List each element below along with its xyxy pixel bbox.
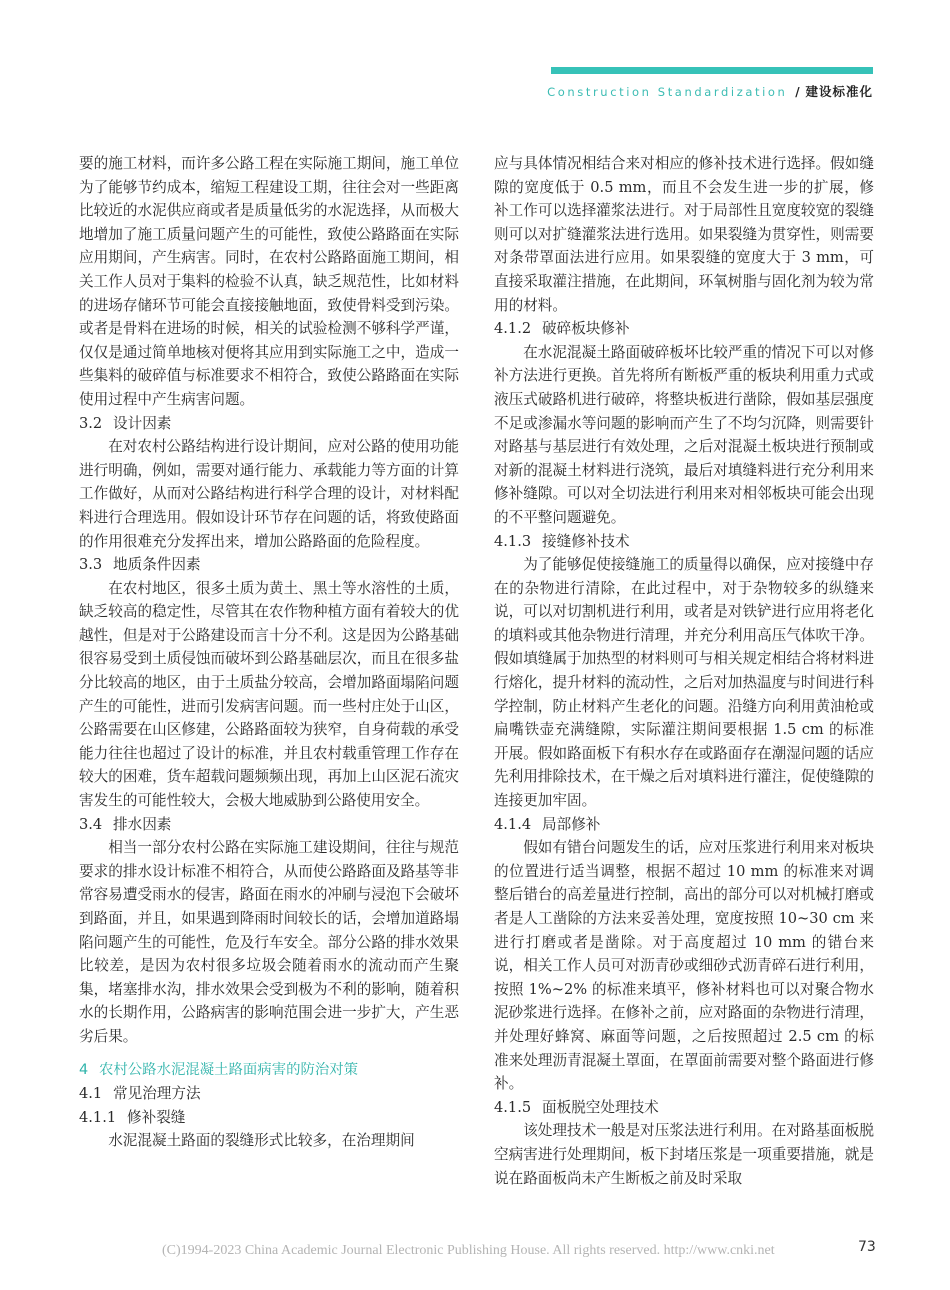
- heading-number: 3.2: [79, 414, 103, 432]
- paragraph: 在农村地区，很多土质为黄土、黑土等水溶性的土质，缺乏较高的稳定性，尽管其在农作物种植方面有着较大的优越性，但是对于公路建设而言十分不利。这是因为公路基础很容易受到土质侵蚀而破坏到公路基础层次，而且在很多盐分比较高的地区，由于土质盐分较高，会增加路面塌陷问题产生的可能性，进而引发病害问题。而一些村庄处于山区，公路需要在山区修建，公路路面较为狭窄，自身荷载的承受能力往往也超过了设计的标准，并且农村载重管理工作存在较大的困难，货车超载问题频频出现，再加上山区泥石流灾害发生的可能性较大，会极大地威胁到公路使用安全。: [79, 579, 459, 810]
- heading-number: 4.1.5: [494, 1098, 532, 1116]
- paragraph: 在水泥混凝土路面破碎板坏比较严重的情况下可以对修补方法进行更换。首先将所有断板严重的板块利用重力式或液压式破路机进行破碎，将整块板进行凿除，假如基层强度不足或渗漏水等问题的影响而产生了不均匀沉降，则需要针对路基与基层进行有效处理，之后对混凝土板块进行预制或对新的混凝土材料进行浇筑，最后对填缝料进行充分利用来修补缝隙。可以对全切法进行利用来对相邻板块可能会出现的不平整问题避免。: [494, 343, 874, 526]
- subsection-heading: [79, 412, 459, 436]
- heading-title: 修补裂缝: [127, 1108, 186, 1126]
- header-accent-bar: [551, 67, 873, 74]
- right-column: [494, 152, 874, 1190]
- header-english: Construction Standardization: [547, 85, 788, 99]
- subsection-heading: [494, 813, 874, 837]
- page-number: 73: [858, 1239, 876, 1255]
- subsection-heading: [79, 1082, 459, 1106]
- paragraph: 水泥混凝土路面的裂缝形式比较多，在治理期间: [108, 1132, 415, 1150]
- heading-title: 面板脱空处理技术: [542, 1098, 659, 1116]
- heading-number: 4.1.1: [79, 1108, 117, 1126]
- heading-number: 4.1.2: [494, 320, 532, 338]
- subsection-heading: [79, 813, 459, 837]
- heading-number: 3.4: [79, 815, 103, 833]
- heading-number: 4.1.3: [494, 532, 532, 550]
- heading-title: 农村公路水泥混凝土路面病害的防治对策: [99, 1061, 359, 1078]
- subsection-heading: [494, 530, 874, 554]
- paragraph: 假如有错台问题发生的话，应对压浆进行利用来对板块的位置进行适当调整，根据不超过 10 mm 的标准来对调整后错台的高差量进行控制，高出的部分可以对机械打磨或者是人工凿除的方法来妥善处理，宽度按照 10~30 cm 来进行打磨或者是凿除。对于高度超过 10 mm 的错台来说，相关工作人员可对沥青砂或细砂式沥青碎石进行利用，按照 1%~2% 的标准来填平，修补材料也可以对聚合物水泥砂浆进行选择。在修补之前，应对路面的杂物进行清理，并处理好蜂窝、麻面等问题，之后按照超过 2.5 cm 的标准来处理沥青混凝土罩面，在罩面前需要对整个路面进行修补。: [494, 839, 874, 1093]
- heading-title: 局部修补: [542, 815, 601, 833]
- paragraph: 应与具体情况相结合来对相应的修补技术进行选择。假如缝隙的宽度低于 0.5 mm，而且不会发生进一步的扩展，修补工作可以选择灌浆法进行。对于局部性且宽度较宽的裂缝则可以对扩缝灌浆法进行选用。如果裂缝为贯穿性，则需要对条带罩面法进行应用。如果裂缝的宽度大于 3 mm，可直接采取灌注措施，在此期间，环氧树脂与固化剂为较为常用的材料。: [494, 155, 874, 314]
- heading-number: 4: [79, 1061, 89, 1078]
- subsection-heading: [79, 1106, 459, 1130]
- section-heading: [79, 1059, 459, 1083]
- heading-number: 4.1.4: [494, 815, 532, 833]
- paragraph: 为了能够促使接缝施工的质量得以确保，应对接缝中存在的杂物进行清除，在此过程中，对于杂物较多的纵缝来说，可以对切割机进行利用，或者是对铁铲进行应用将老化的填料或其他杂物进行清理，并充分利用高压气体吹干净。假如填缝属于加热型的材料则可与相关规定相结合将材料进行熔化，提升材料的流动性，之后对加热温度与时间进行科学控制，防止材料产生老化的问题。沿缝方向利用黄油枪或扁嘴铁壶充满缝隙，实际灌注期间要根据 1.5 cm 的标准开展。假如路面板下有积水存在或路面存在潮湿问题的话应先利用排除技术，在干燥之后对填料进行灌注，促使缝隙的连接更加牢固。: [494, 556, 874, 810]
- paragraph: 在对农村公路结构进行设计期间，应对公路的使用功能进行明确，例如，需要对通行能力、承载能力等方面的计算工作做好，从而对公路结构进行科学合理的设计，对材料配料进行合理选用。假如设计环节存在问题的话，将致使路面的作用很难充分发挥出来，增加公路路面的危险程度。: [79, 438, 459, 550]
- heading-title: 设计因素: [113, 414, 172, 432]
- subsection-heading: [79, 553, 459, 577]
- header-chinese: 建设标准化: [805, 84, 873, 99]
- running-header: [547, 82, 873, 100]
- heading-number: 4.1: [79, 1085, 103, 1103]
- paragraph: 相当一部分农村公路在实际施工建设期间，往往与规范要求的排水设计标准不相符合，从而使公路路面及路基等非常容易遭受雨水的侵害，路面在雨水的冲刷与浸泡下会破坏到路面，并且，如果遇到降雨时间较长的话，会增加道路塌陷问题产生的可能性，危及行车安全。部分公路的排水效果比较差，是因为农村很多垃圾会随着雨水的流动而产生聚集，堵塞排水沟，排水效果会受到极为不利的影响，随着积水的长期作用，公路病害的影响范围会进一步扩大，产生恶劣后果。: [79, 839, 459, 1045]
- copyright-notice: (C)1994-2023 China Academic Journal Electronic Publishing House. All rights reserved. http://www.cnki.net: [162, 1243, 775, 1258]
- heading-title: 接缝修补技术: [542, 532, 630, 550]
- heading-title: 常见治理方法: [113, 1085, 201, 1103]
- paragraph: 要的施工材料，而许多公路工程在实际施工期间，施工单位为了能够节约成本，缩短工程建设工期，往往会对一些距离比较近的水泥供应商或者是质量低劣的水泥选择，从而极大地增加了施工质量问题产生的可能性，致使公路路面在实际应用期间，产生病害。同时，在农村公路路面施工期间，相关工作人员对于集料的检验不认真，缺乏规范性，比如材料的进场存储环节可能会直接接触地面，致使骨料受到污染。或者是骨料在进场的时候，相关的试验检测不够科学严谨，仅仅是通过简单地核对便将其应用到实际施工之中，造成一些集料的破碎值与标准要求不相符合，致使公路路面在实际使用过程中产生病害问题。: [79, 155, 459, 408]
- subsection-heading: [494, 317, 874, 341]
- heading-title: 排水因素: [113, 815, 172, 833]
- heading-title: 地质条件因素: [113, 556, 201, 574]
- left-column: [79, 152, 459, 1153]
- header-separator: /: [795, 85, 800, 99]
- paragraph: 该处理技术一般是对压浆法进行利用。在对路基面板脱空病害进行处理期间，板下封堵压浆是一项重要措施，就是说在路面板尚未产生断板之前及时采取: [494, 1122, 874, 1187]
- heading-title: 破碎板块修补: [542, 320, 630, 338]
- subsection-heading: [494, 1096, 874, 1120]
- heading-number: 3.3: [79, 556, 103, 574]
